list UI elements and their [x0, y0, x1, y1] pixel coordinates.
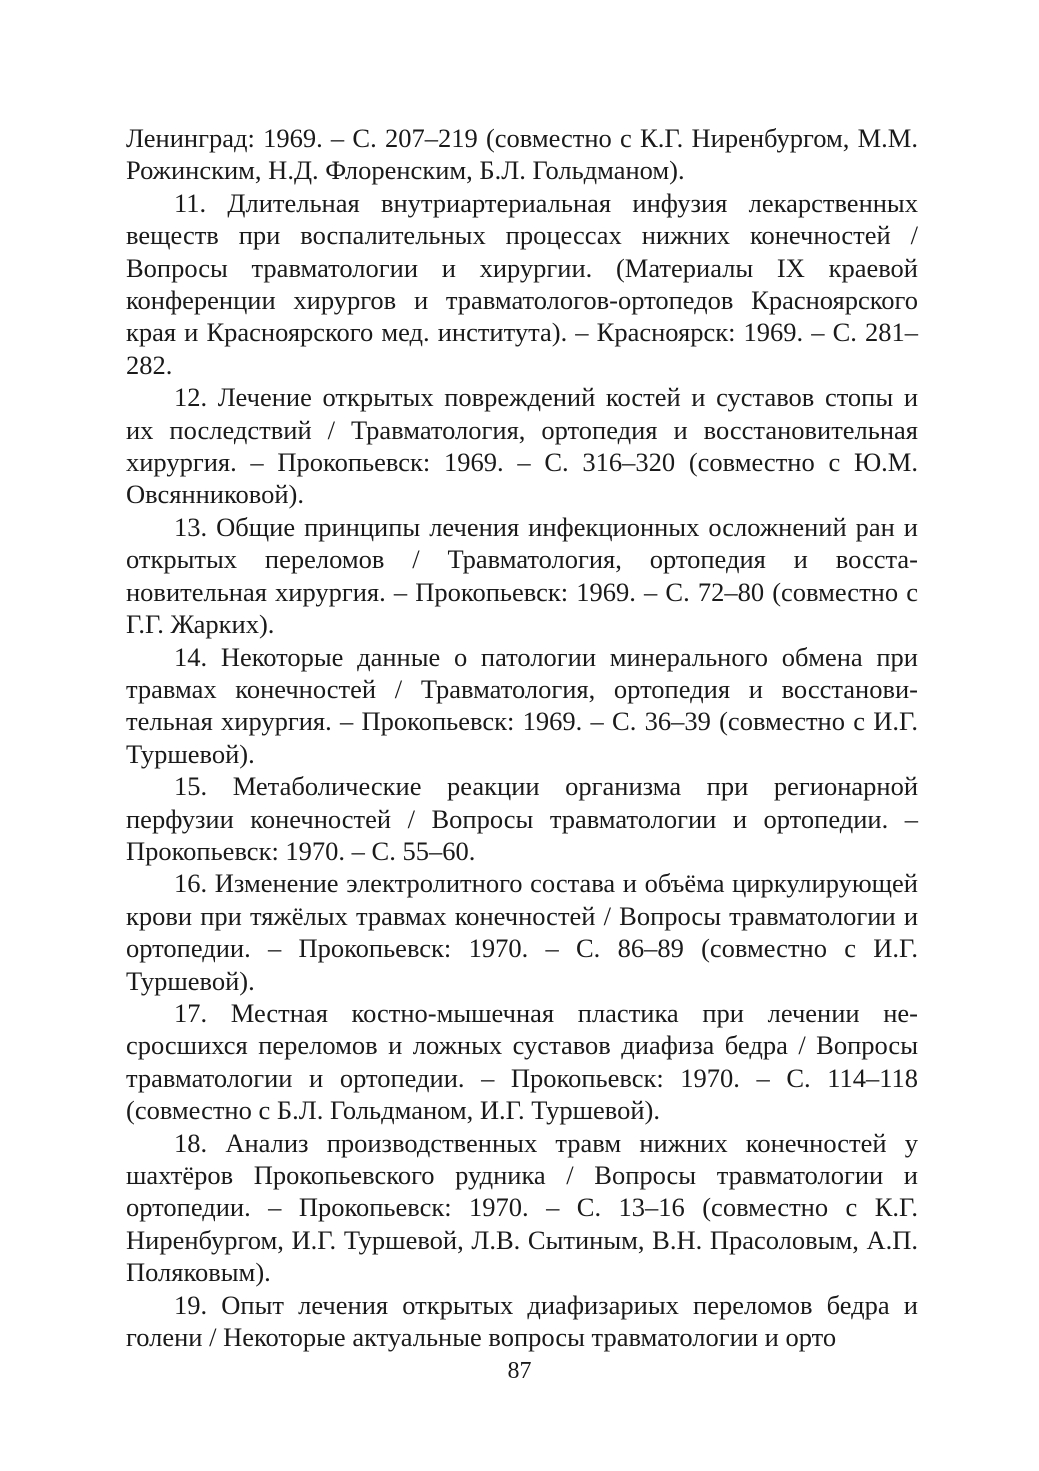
bibliography-entry-18: 18. Анализ производственных травм нижних конечностей у шахтёров Прокопьевского рудника / Вопросы травматологии и ортопедии. – Прокопьевск: 1970. – С. 13–16 (совместно с К.Г. Ниренбургом, И.Г. Туршевой, Л.В. Сытиным, В.Н. Прасоловым, А.П. Поляковым).	[126, 1127, 918, 1288]
bibliography-list	[126, 122, 918, 1353]
page-number: 87	[507, 1358, 532, 1384]
bibliography-entry-17: 17. Местная костно-мышечная пластика при лечении несросшихся переломов и ложных суставов диафиза бедра / Вопросы травматологии и ортопедии. – Прокопьевск: 1970. – С. 114–118 (совместно с Б.Л. Гольдманом, И.Г. Туршевой).	[126, 997, 918, 1126]
bibliography-entry-11: 11. Длительная внутриартериальная инфузия лекарственных веществ при воспалительных процессах нижних конечностей / Вопросы травматологии и хирургии. (Материалы IX краевой конференции хирургов и травматологов-ортопедов Красноярского края и Красноярского мед. института). – Красноярск: 1969. – С. 281–282.	[126, 187, 918, 380]
bibliography-entry-12: 12. Лечение открытых повреждений костей и суставов стопы и их последствий / Травматология, ортопедия и восстановительная хирургия. – Прокопьевск: 1969. – С. 316–320 (совместно с Ю.М. Овсянниковой).	[126, 382, 918, 510]
bibliography-entry-16: 16. Изменение электролитного состава и объёма циркулирующей крови при тяжёлых травмах конечностей / Вопросы травматологии и ортопедии. – Прокопьевск: 1970. – С. 86–89 (совместно с И.Г. Туршевой).	[126, 868, 918, 996]
bibliography-entry-13: 13. Общие принципы лечения инфекционных осложнений ран и открытых переломов / Травматология, ортопедия и восстановительная хирургия. – Прокопьевск: 1969. – С. 72–80 (совместно с Г.Г. Жарких).	[126, 511, 918, 640]
bibliography-entry-15: 15. Метаболические реакции организма при регионарной перфузии конечностей / Вопросы травматологии и ортопедии. – Прокопьевск: 1970. – С. 55–60.	[126, 771, 918, 866]
bibliography-entry-14: 14. Некоторые данные о патологии минерального обмена при травмах конечностей / Травматология, ортопедия и восстановительная хирургия. – Прокопьевск: 1969. – С. 36–39 (совместно с И.Г. Туршевой).	[126, 641, 918, 769]
bibliography-entry-19: 19. Опыт лечения открытых диафизариых переломов бедра и голени / Некоторые актуальные вопросы травматологии и орто	[126, 1289, 918, 1353]
bibliography-continuation: Ленинград: 1969. – С. 207–219 (совместно с К.Г. Ниренбургом, М.М. Рожинским, Н.Д. Флоренским, Б.Л. Гольдманом).	[126, 123, 918, 186]
